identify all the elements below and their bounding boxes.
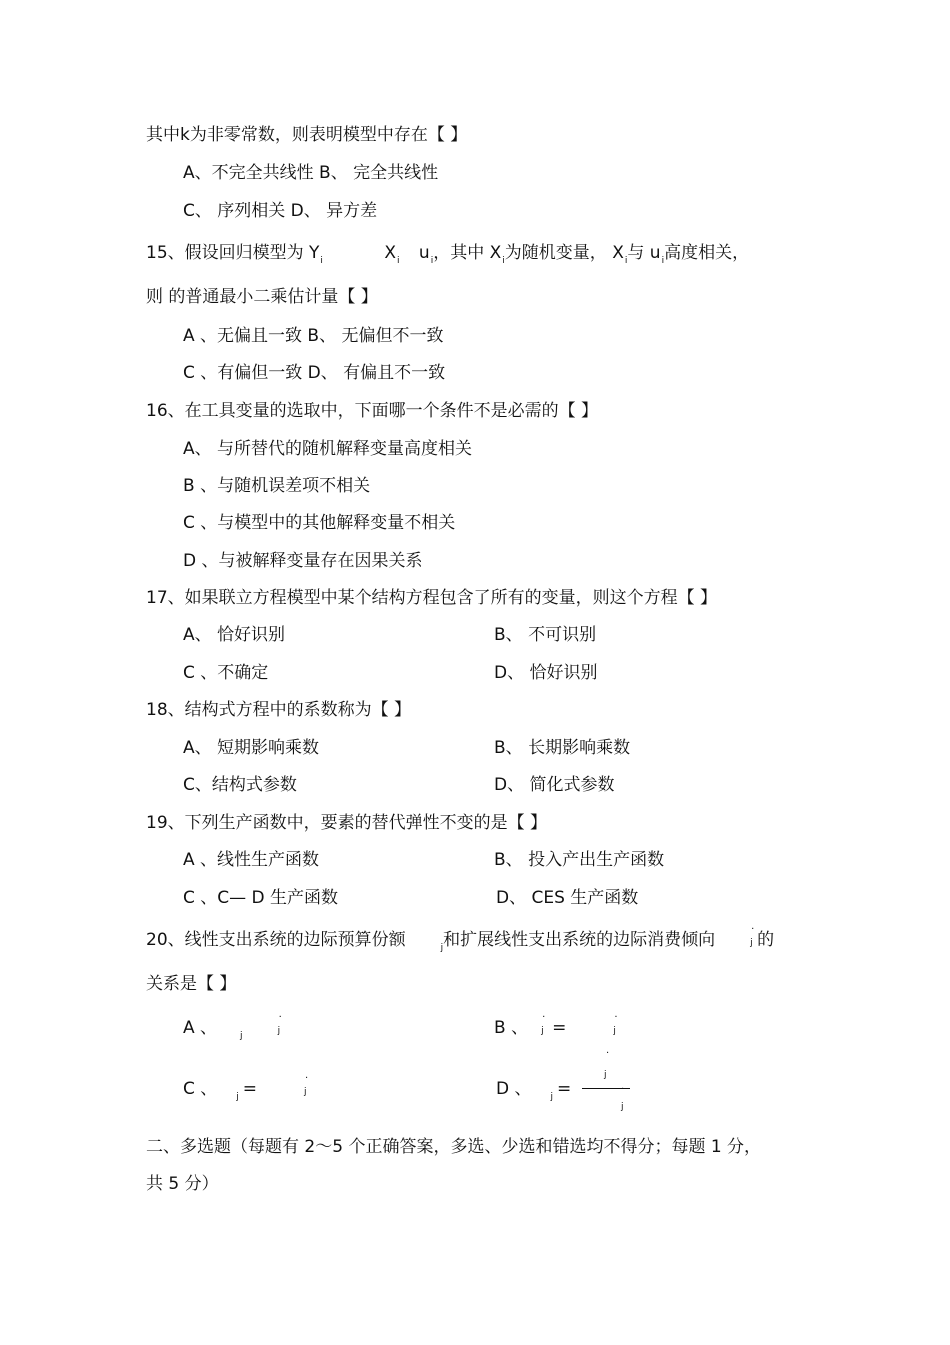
- q20-sub-j-star: · j: [613, 1012, 618, 1036]
- q20-sub: j: [240, 1031, 243, 1041]
- q17-option-b: B、 不可识别: [494, 625, 597, 645]
- q18-option-a: A、 短期影响乘数: [183, 738, 320, 758]
- q19-option-c: C 、C— D 生产函数: [183, 888, 339, 908]
- q20-option-d-label: D 、: [496, 1079, 532, 1099]
- q20-equals: =: [557, 1079, 572, 1099]
- q15-text-2: X: [384, 243, 396, 263]
- q18-option-c: C、结构式参数: [183, 775, 297, 795]
- q15-sub: i: [624, 256, 628, 266]
- q15-text-4: ，其中 X: [433, 243, 502, 263]
- q19-option-a: A 、线性生产函数: [183, 850, 320, 870]
- q17-option-a: A、 恰好识别: [183, 625, 286, 645]
- q16-option-a: A、 与所替代的随机解释变量高度相关: [183, 439, 473, 459]
- q20-option-c: [183, 1073, 311, 1103]
- q15-sub: i: [397, 256, 400, 266]
- q14-options-cd: C、 序列相关 D、 异方差: [183, 201, 378, 221]
- q15-options-ab: A 、无偏且一致 B、 无偏但不一致: [183, 326, 444, 346]
- q15-text-5: 为随机变量， X: [504, 243, 624, 263]
- q20-sub-j-star: · j: [541, 1012, 546, 1036]
- q15-options-cd: C 、有偏但一致 D、 有偏且不一致: [183, 363, 446, 383]
- q20-text-3: 的: [757, 930, 775, 950]
- q16-option-d: D 、与被解释变量存在因果关系: [183, 551, 423, 571]
- q20-numerator: j: [604, 1070, 607, 1080]
- q15-sub: i: [430, 256, 434, 266]
- q20-sub-j-star: · j: [304, 1073, 309, 1097]
- q17-option-c: C 、不确定: [183, 663, 269, 683]
- q20-text-2: 和扩展线性支出系统的边际消费倾向: [443, 930, 716, 950]
- q15-text-6: 与 u: [627, 243, 661, 263]
- q15-stem: [146, 242, 749, 267]
- q20-option-a-label: A 、: [183, 1018, 218, 1038]
- q20-stem: [146, 924, 775, 954]
- q18-stem: 18、结构式方程中的系数称为【 】: [146, 700, 412, 720]
- q19-option-b: B、 投入产出生产函数: [494, 850, 665, 870]
- section2-heading-line1: 二、多选题（每题有 2～5 个正确答案，多选、少选和错选均不得分；每题 1 分，: [146, 1137, 762, 1157]
- q20-sub: j: [277, 1026, 281, 1036]
- q20-text-1: 20、线性支出系统的边际预算份额: [146, 930, 406, 950]
- q15-text-1: 15、假设回归模型为 Y: [146, 243, 320, 263]
- q20-option-b: [494, 1012, 620, 1039]
- q20-sub: j: [236, 1092, 239, 1102]
- q20-star-dot: ·: [606, 1048, 610, 1059]
- q14-stem: 其中k为非零常数，则表明模型中存在【 】: [146, 125, 468, 145]
- q15-line2: 则 的普通最小二乘估计量【 】: [146, 287, 378, 307]
- q15-sub: i: [502, 256, 505, 266]
- section2-heading-line2: 共 5 分）: [146, 1174, 219, 1194]
- q20-option-d: [496, 1078, 571, 1103]
- q20-sub: j: [613, 1026, 616, 1036]
- q20-line2: 关系是【 】: [146, 974, 237, 994]
- q20-sub-j-star: · j: [277, 1012, 282, 1036]
- q15-text-7: 高度相关，: [664, 243, 750, 263]
- q15-text-3: u: [418, 243, 430, 263]
- q16-stem: 16、在工具变量的选取中，下面哪一个条件不是必需的【 】: [146, 401, 599, 421]
- q19-option-d: D、 CES 生产函数: [496, 888, 639, 908]
- q15-sub: i: [320, 256, 323, 266]
- q20-sub-j: j: [440, 943, 444, 953]
- q16-option-c: C 、与模型中的其他解释变量不相关: [183, 513, 456, 533]
- q19-stem: 19、下列生产函数中，要素的替代弹性不变的是【 】: [146, 813, 548, 833]
- q20-equals: =: [552, 1018, 567, 1038]
- q20-option-a: [183, 1012, 285, 1042]
- q18-option-b: B、 长期影响乘数: [494, 738, 631, 758]
- q14-options-ab: A、不完全共线性 B、 完全共线性: [183, 163, 439, 183]
- q20-sub: j: [550, 1092, 554, 1102]
- q20-sub: j: [541, 1026, 544, 1036]
- q18-option-d: D、 简化式参数: [494, 775, 615, 795]
- q17-option-d: D、 恰好识别: [494, 663, 598, 683]
- q15-sub: i: [661, 256, 665, 266]
- q20-denominator: j: [621, 1102, 624, 1112]
- q17-stem: 17、如果联立方程模型中某个结构方程包含了所有的变量，则这个方程【 】: [146, 588, 718, 608]
- q20-option-b-label: B 、: [494, 1018, 529, 1038]
- q16-option-b: B 、与随机误差项不相关: [183, 476, 371, 496]
- q20-sub-j-star: · j: [750, 924, 755, 948]
- q20-star-dot: ·: [621, 1084, 625, 1095]
- q20-equals: =: [242, 1079, 258, 1099]
- q20-sub: j: [304, 1087, 307, 1097]
- q20-sub: j: [750, 938, 753, 948]
- q20-option-c-label: C 、: [183, 1079, 218, 1099]
